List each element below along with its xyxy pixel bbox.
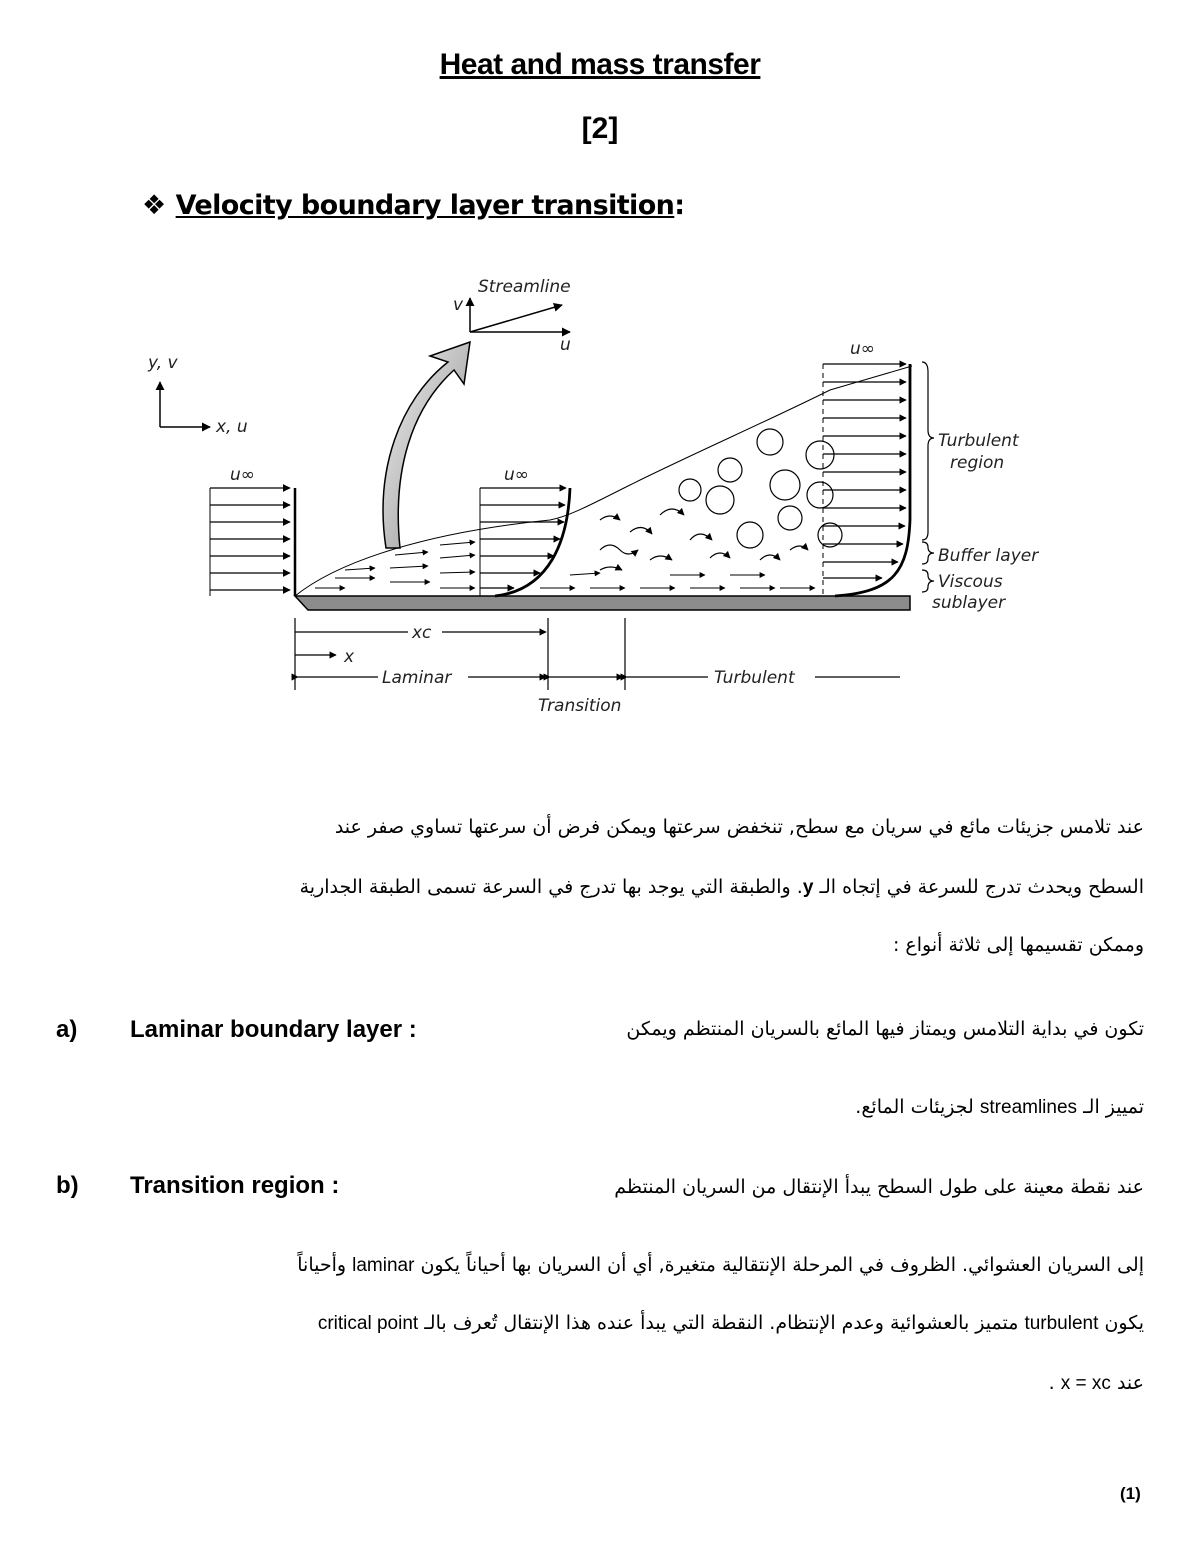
label-turbulent-region-1: Turbulent — [938, 431, 1019, 451]
item-b-line-2-b: وأحياناً — [297, 1254, 347, 1276]
laminar-velocity-profile — [480, 488, 570, 596]
diamond-bullet-icon: ❖ — [142, 190, 166, 221]
section-heading-text: Velocity boundary layer transition — [175, 190, 675, 221]
document-title: Heat and mass transfer — [439, 48, 761, 81]
zoom-arrow — [383, 342, 470, 548]
flat-plate — [295, 596, 910, 610]
label-yv: y, v — [148, 353, 178, 373]
label-viscous-2: sublayer — [932, 593, 1006, 613]
boundary-layer-figure — [130, 270, 1039, 730]
label-u: u — [560, 335, 571, 355]
label-viscous-1: Viscous — [938, 572, 1003, 592]
label-u-inf-right: u∞ — [850, 339, 875, 359]
item-b-line-4-eq: x = xc — [1060, 1373, 1111, 1394]
label-laminar: Laminar — [382, 668, 452, 688]
item-a-line-1: تكون في بداية التلامس ويمتاز فيها المائع بالسريان المنتظم ويمكن — [626, 1018, 1144, 1040]
item-b-line-2 — [297, 1254, 1144, 1277]
intro-line-2-var: y — [802, 877, 814, 898]
item-b-letter: b) — [56, 1172, 79, 1199]
item-a-label — [56, 1016, 417, 1044]
item-b-label — [56, 1172, 339, 1200]
section-heading — [142, 190, 685, 221]
coordinate-axes — [160, 382, 210, 427]
item-a-line-2 — [855, 1096, 1144, 1119]
item-b-line-4-a: عند — [1116, 1372, 1144, 1394]
lecture-number: [2] — [581, 112, 619, 145]
item-b-line-4 — [1049, 1372, 1144, 1395]
item-b-line-3-b: متميز بالعشوائية وعدم الإنتظام. النقطة التي يبدأ عنده هذا الإنتقال تُعرف بالـ — [424, 1312, 1019, 1334]
item-b-line-3-term2: critical point — [317, 1313, 419, 1334]
label-u-inf-mid: u∞ — [504, 465, 529, 485]
label-streamline: Streamline — [478, 277, 571, 297]
item-a-line-2-a: تمييز الـ — [1083, 1096, 1144, 1118]
item-a-line-2-b: لجزيئات المائع. — [855, 1096, 974, 1118]
label-turbulent-region-2: region — [950, 453, 1005, 473]
turbulent-velocity-profile — [823, 364, 910, 596]
page-number: (1) — [1120, 1484, 1141, 1503]
region-braces — [922, 362, 934, 592]
intro-line-2 — [300, 876, 1144, 899]
label-turbulent: Turbulent — [714, 668, 795, 688]
intro-line-2-a: السطح ويحدث تدرج للسرعة في إتجاه الـ — [819, 876, 1144, 898]
streamline-inset — [470, 298, 570, 332]
label-x: x — [344, 647, 355, 667]
item-a-letter: a) — [56, 1016, 78, 1043]
item-a-title: Laminar boundary layer : — [130, 1016, 417, 1043]
turbulent-eddies — [600, 429, 842, 570]
section-heading-colon: : — [674, 190, 685, 221]
item-b-line-2-a: إلى السريان العشوائي. الظروف في المرحلة الإنتقالية متغيرة, أي أن السريان بها أحياناً يكون — [420, 1254, 1144, 1276]
label-transition: Transition — [538, 696, 622, 716]
item-b-line-3-a: يكون — [1104, 1312, 1144, 1334]
label-v: v — [453, 295, 464, 315]
intro-line-3: وممكن تقسيمها إلى ثلاثة أنواع : — [892, 934, 1144, 956]
item-b-line-3 — [318, 1312, 1144, 1335]
wall-flow-arrows — [540, 573, 815, 588]
intro-line-1: عند تلامس جزيئات مائع في سريان مع سطح, تنخفض سرعتها ويمكن فرض أن سرعتها تساوي صفر عند — [334, 816, 1144, 838]
label-buffer-layer: Buffer layer — [938, 546, 1039, 566]
item-b-line-1: عند نقطة معينة على طول السطح يبدأ الإنتقال من السريان المنتظم — [614, 1176, 1144, 1198]
intro-line-2-b: . والطبقة التي يوجد بها تدرج في السرعة تسمى الطبقة الجدارية — [299, 876, 803, 898]
label-u-inf-left: u∞ — [230, 465, 255, 485]
item-b-line-4-b: . — [1048, 1372, 1055, 1394]
label-xc: xc — [412, 623, 432, 643]
uniform-velocity-profile — [210, 488, 295, 596]
item-b-line-2-term: laminar — [352, 1255, 415, 1276]
item-b-title: Transition region : — [130, 1172, 340, 1199]
label-xu: x, u — [216, 417, 248, 437]
item-a-line-2-term: streamlines — [979, 1097, 1078, 1118]
item-b-line-3-term: turbulent — [1024, 1313, 1099, 1334]
